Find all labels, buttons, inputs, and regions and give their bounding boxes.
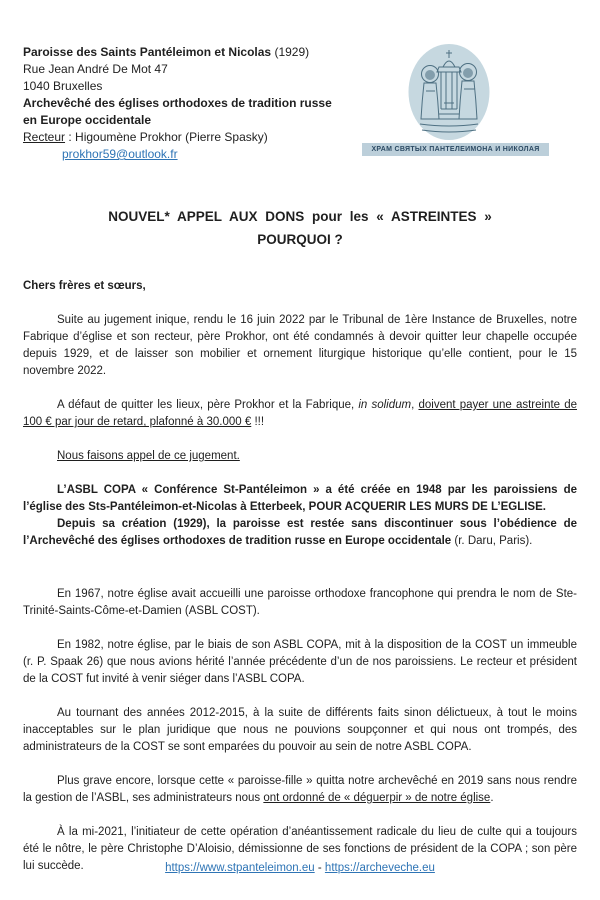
paragraph-1967: En 1967, notre église avait accueilli une paroisse orthodoxe francophone qui prendra le nom de Ste-Trinité-Saints-Côme-et-Damien (ASBL COST).: [23, 588, 577, 617]
document-title: [0, 205, 600, 251]
in-solidum-italic: in solidum: [358, 399, 412, 411]
deguerpir-underlined: ont ordonné de « déguerpir » de notre église: [263, 792, 491, 804]
paragraph-asbl-copa: L’ASBL COPA « Conférence St-Pantéleimon » a été créée en 1948 par les paroissiens de l’église des Sts-Pantéleimon-et-Nicolas à Etterbeek, POUR ACQUERIR LES MURS DE L’EGLISE.: [23, 484, 577, 513]
rector-name: : Higoumène Prokhor (Pierre Spasky): [65, 130, 268, 144]
email-row: [23, 146, 332, 163]
address-line-1: Rue Jean André De Mot 47: [23, 62, 168, 76]
astreinte-underlined: doivent payer une astreinte de 100 € par jour de retard, plafonné à 30.000 €: [23, 399, 578, 428]
archdiocese-line-1: Archevêché des églises orthodoxes de tradition russe: [23, 96, 332, 110]
org-name-line: [23, 44, 332, 61]
org-name: Paroisse des Saints Pantéleimon et Nicolas: [23, 45, 272, 59]
letter-body: [23, 278, 577, 875]
title-line-1: NOUVEL* APPEL AUX DONS pour les « ASTREINTES »: [108, 209, 492, 224]
paragraph-astreinte-end: !!!: [251, 416, 265, 428]
paragraph-obedience: [23, 516, 577, 550]
rector-label: Recteur: [23, 130, 66, 144]
org-year: (1929): [271, 45, 310, 59]
parish-seal-image: [408, 43, 490, 141]
footer-links: [0, 861, 600, 876]
archdiocese-line-2: en Europe occidentale: [23, 113, 152, 127]
paragraph-2019: [23, 773, 577, 807]
footer-separator: -: [314, 862, 325, 874]
paragraph-1982: En 1982, notre église, par le biais de son ASBL COPA, mit à la disposition de la COST un immeuble (r. P. Spaak 26) que nous avions hérité l’année précédente d’un de nos paroissiens. Le recteur et président de la COST fut invité à venir siéger dans l’ASBL COPA.: [23, 639, 577, 685]
paragraph-2021: À la mi-2021, l’initiateur de cette opération d’anéantissement radicale du lieu de culte qui a toujours été le nôtre, le père Christophe D’Aloisio, démissionne de ses fonctions de président de la COPA ; son père lui succède.: [23, 826, 577, 872]
paragraph-2019-start: Plus grave encore, lorsque cette « paroisse-fille » quitta notre archevêché en 2019 sans nous rendre la gestion de l’ASBL, ses administrateurs nous: [23, 775, 577, 804]
obedience-bold: Depuis sa création (1929), la paroisse est restée sans discontinuer sous l’obédience de l’Archevêché des églises orthodoxes de tradition russe en Europe occidentale: [23, 518, 577, 547]
salutation: Chers frères et sœurs,: [23, 280, 146, 292]
title-line-2: POURQUOI ?: [257, 232, 343, 247]
paragraph-astreinte-mid: ,: [411, 399, 419, 411]
obedience-regular: (r. Daru, Paris).: [451, 535, 533, 547]
paragraph-2012-2015: Au tournant des années 2012-2015, à la suite de différents faits sinon délictueux, à tout le moins inacceptables sur le plan juridique que nous ne pouvions soupçonner et qui nous ont trompés, des administrateurs de la COST se sont emparées du pouvoir au sein de notre ASBL COPA.: [23, 707, 577, 753]
archdiocese-website-link[interactable]: https://archeveche.eu: [324, 862, 435, 874]
paragraph-appeal: [23, 448, 577, 465]
address-line-2: 1040 Bruxelles: [23, 79, 103, 93]
email-link[interactable]: prokhor59@outlook.fr: [62, 147, 178, 161]
letterhead: [23, 44, 332, 163]
parish-website-link[interactable]: https://www.stpanteleimon.eu: [165, 862, 315, 874]
paragraph-astreinte: [23, 397, 577, 431]
seal-caption-band: ХРАМ СВЯТЫХ ПАНТЕЛЕИМОНА И НИКОЛАЯ: [362, 143, 549, 156]
appeal-underlined: Nous faisons appel de ce jugement.: [57, 450, 240, 462]
paragraph-astreinte-start: A défaut de quitter les lieux, père Prokhor et la Fabrique,: [57, 399, 359, 411]
paragraph-judgment: Suite au jugement inique, rendu le 16 juin 2022 par le Tribunal de 1ère Instance de Bruxelles, notre Fabrique d’église et son recteur, père Prokhor, ont été condamnés à devoir quitter leur chapelle occupée depuis 1929, et de laisser son mobilier et ornement liturgique historique qu’elle contient, pour le 15 novembre 2022.: [23, 314, 577, 377]
paragraph-2019-end: .: [490, 792, 494, 804]
rector-line: [23, 129, 332, 146]
